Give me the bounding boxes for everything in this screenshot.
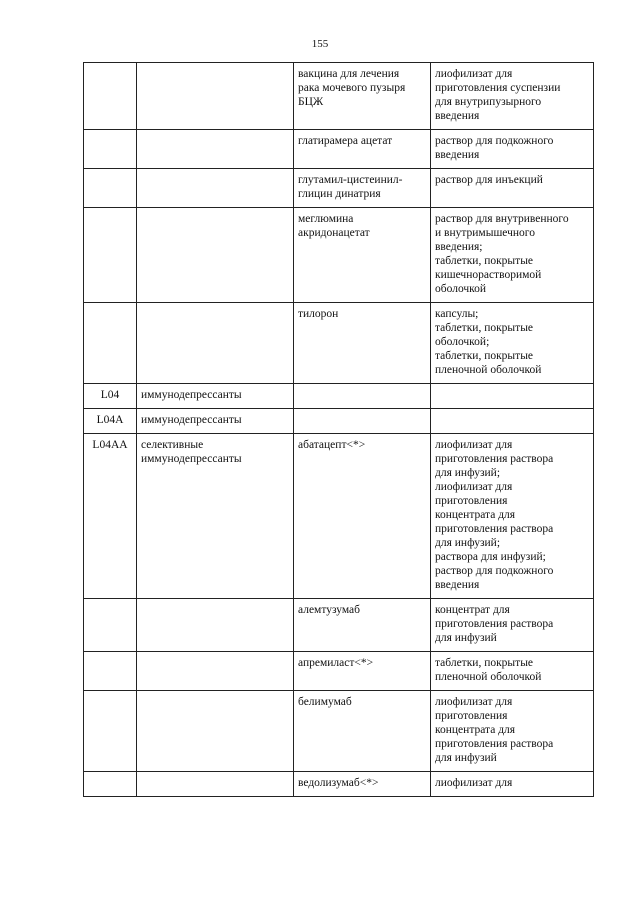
dosage-form-cell-line: приготовления раствора — [435, 453, 554, 465]
table-row — [84, 384, 594, 409]
table-row — [84, 208, 594, 303]
drug-name-cell-line: абатацепт<*> — [298, 439, 366, 451]
dosage-form-cell-line: для внутрипузырного — [435, 96, 542, 108]
dosage-form-cell-line: для инфузий — [435, 752, 497, 764]
dosage-form-cell-line: оболочкой — [435, 283, 487, 295]
drug-name-cell — [294, 691, 431, 772]
dosage-form-cell-line: для инфузий; — [435, 537, 501, 549]
drug-name-cell — [294, 772, 431, 797]
table-row — [84, 63, 594, 130]
dosage-form-cell-line: таблетки, покрытые — [435, 350, 534, 362]
atc-code-cell — [84, 599, 137, 652]
dosage-form-cell-line: таблетки, покрытые — [435, 657, 534, 669]
dosage-form-cell-line: лиофилизат для — [435, 481, 513, 493]
atc-code-cell — [84, 772, 137, 797]
atc-code-cell — [84, 384, 137, 409]
dosage-form-cell-line: введения; — [435, 241, 483, 253]
atc-group-cell — [137, 303, 294, 384]
atc-group-cell — [137, 409, 294, 434]
dosage-form-cell-line: таблетки, покрытые — [435, 322, 534, 334]
dosage-form-cell-line: введения — [435, 149, 480, 161]
atc-group-cell — [137, 130, 294, 169]
dosage-form-cell-line: лиофилизат для — [435, 439, 513, 451]
dosage-form-cell-line: концентрат для — [435, 604, 510, 616]
drug-name-cell-line: алемтузумаб — [298, 604, 361, 616]
dosage-form-cell-line: приготовления — [435, 710, 508, 722]
drug-name-cell-line: БЦЖ — [298, 96, 324, 108]
dosage-form-cell-line: для инфузий; — [435, 467, 501, 479]
atc-code-cell — [84, 130, 137, 169]
atc-group-cell-line: селективные — [141, 439, 204, 451]
drug-name-cell — [294, 303, 431, 384]
dosage-form-cell-line: лиофилизат для — [435, 68, 513, 80]
atc-group-cell — [137, 384, 294, 409]
table-row — [84, 772, 594, 797]
atc-group-cell — [137, 691, 294, 772]
dosage-form-cell-line: кишечнорастворимой — [435, 269, 542, 281]
dosage-form-cell — [431, 772, 594, 797]
dosage-form-cell — [431, 434, 594, 599]
atc-code-cell — [84, 434, 137, 599]
table-row — [84, 130, 594, 169]
dosage-form-cell-line: приготовления раствора — [435, 523, 554, 535]
dosage-form-cell-line: раствор для подкожного — [435, 135, 554, 147]
medication-table — [83, 62, 594, 797]
drug-name-cell — [294, 169, 431, 208]
dosage-form-cell-line: концентрата для — [435, 509, 516, 521]
table-row — [84, 169, 594, 208]
table-row — [84, 434, 594, 599]
table-row — [84, 303, 594, 384]
drug-name-cell — [294, 409, 431, 434]
drug-name-cell — [294, 384, 431, 409]
dosage-form-cell-line: пленочной оболочкой — [435, 671, 542, 683]
dosage-form-cell-line: пленочной оболочкой — [435, 364, 542, 376]
table-row — [84, 409, 594, 434]
dosage-form-cell-line: приготовления суспензии — [435, 82, 561, 94]
drug-name-cell-line: вакцина для лечения — [298, 68, 400, 80]
dosage-form-cell — [431, 599, 594, 652]
drug-name-cell-line: глутамил-цистеинил- — [298, 174, 403, 186]
atc-code-cell — [84, 208, 137, 303]
atc-code-cell-line: L04AA — [92, 439, 128, 451]
table-row — [84, 691, 594, 772]
dosage-form-cell-line: оболочкой; — [435, 336, 490, 348]
drug-name-cell-line: рака мочевого пузыря — [298, 82, 406, 94]
dosage-form-cell-line: лиофилизат для — [435, 777, 513, 789]
table-row — [84, 652, 594, 691]
atc-code-cell — [84, 63, 137, 130]
atc-code-cell — [84, 691, 137, 772]
atc-group-cell — [137, 772, 294, 797]
atc-group-cell — [137, 169, 294, 208]
dosage-form-cell-line: раствор для подкожного — [435, 565, 554, 577]
dosage-form-cell-line: капсулы; — [435, 308, 479, 320]
drug-name-cell — [294, 652, 431, 691]
atc-group-cell-line: иммунодепрессанты — [141, 453, 242, 465]
dosage-form-cell — [431, 409, 594, 434]
atc-group-cell-line: иммунодепрессанты — [141, 414, 242, 426]
atc-code-cell-line: L04 — [100, 389, 120, 401]
drug-name-cell — [294, 208, 431, 303]
dosage-form-cell-line: таблетки, покрытые — [435, 255, 534, 267]
dosage-form-cell-line: концентрата для — [435, 724, 516, 736]
dosage-form-cell-line: приготовления раствора — [435, 738, 554, 750]
atc-code-cell — [84, 169, 137, 208]
dosage-form-cell-line: приготовления — [435, 495, 508, 507]
dosage-form-cell — [431, 691, 594, 772]
drug-name-cell — [294, 130, 431, 169]
dosage-form-cell-line: приготовления раствора — [435, 618, 554, 630]
atc-group-cell — [137, 599, 294, 652]
dosage-form-cell-line: введения — [435, 110, 480, 122]
dosage-form-cell — [431, 63, 594, 130]
drug-name-cell-line: тилорон — [298, 308, 339, 320]
atc-group-cell — [137, 63, 294, 130]
atc-group-cell-line: иммунодепрессанты — [141, 389, 242, 401]
medication-table-body — [84, 63, 594, 797]
dosage-form-cell-line: введения — [435, 579, 480, 591]
drug-name-cell-line: белимумаб — [298, 696, 352, 708]
dosage-form-cell — [431, 652, 594, 691]
dosage-form-cell-line: и внутримышечного — [435, 227, 535, 239]
drug-name-cell-line: меглюмина — [298, 213, 354, 225]
drug-name-cell-line: апремиласт<*> — [298, 657, 374, 669]
atc-code-cell-line: L04A — [96, 414, 124, 426]
drug-name-cell-line: акридонацетат — [298, 227, 370, 239]
dosage-form-cell-line: лиофилизат для — [435, 696, 513, 708]
drug-name-cell-line: глатирамера ацетат — [298, 135, 393, 147]
atc-code-cell — [84, 409, 137, 434]
atc-code-cell — [84, 303, 137, 384]
dosage-form-cell-line: раствор для инъекций — [435, 174, 543, 186]
page-number: 155 — [311, 38, 329, 50]
dosage-form-cell-line: раствор для внутривенного — [435, 213, 569, 225]
atc-group-cell — [137, 652, 294, 691]
atc-group-cell — [137, 208, 294, 303]
dosage-form-cell-line: раствора для инфузий; — [435, 551, 546, 563]
dosage-form-cell-line: для инфузий — [435, 632, 497, 644]
drug-name-cell — [294, 599, 431, 652]
dosage-form-cell — [431, 384, 594, 409]
drug-name-cell — [294, 434, 431, 599]
dosage-form-cell — [431, 169, 594, 208]
dosage-form-cell — [431, 208, 594, 303]
atc-group-cell — [137, 434, 294, 599]
dosage-form-cell — [431, 130, 594, 169]
dosage-form-cell — [431, 303, 594, 384]
drug-name-cell — [294, 63, 431, 130]
atc-code-cell — [84, 652, 137, 691]
table-row — [84, 599, 594, 652]
drug-name-cell-line: глицин динатрия — [298, 188, 381, 200]
drug-name-cell-line: ведолизумаб<*> — [298, 777, 379, 789]
